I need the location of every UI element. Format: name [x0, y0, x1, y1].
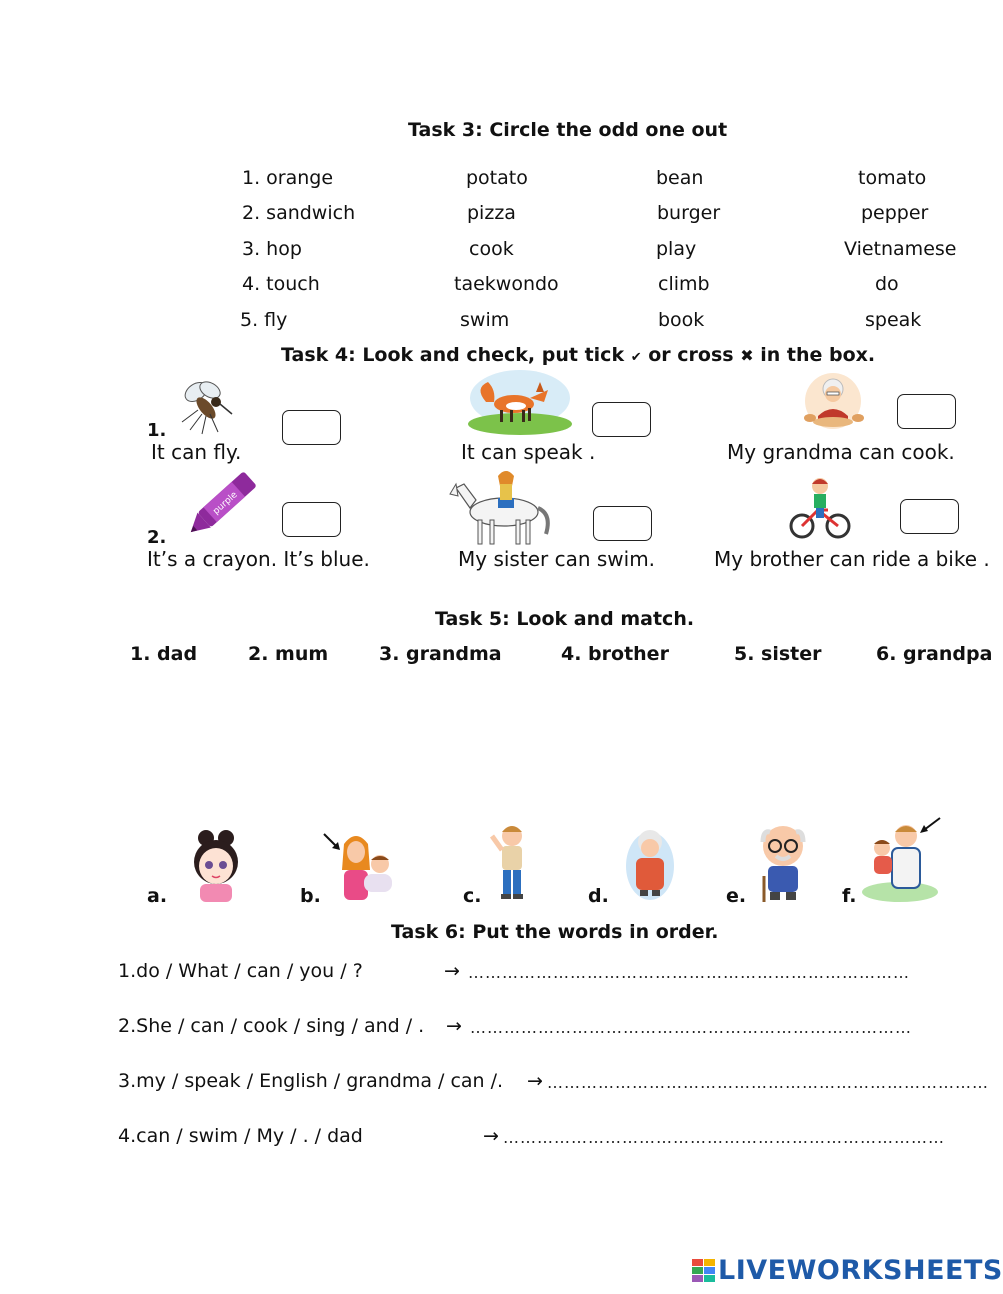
- match-word[interactable]: 5. sister: [734, 643, 822, 665]
- crayon-label: purple: [211, 490, 240, 517]
- task4-title-text: or cross: [648, 344, 734, 366]
- word-cell[interactable]: pepper: [861, 202, 929, 224]
- grandma-icon[interactable]: [624, 824, 676, 900]
- sentence: My grandma can cook.: [727, 440, 955, 464]
- match-letter: a.: [147, 885, 168, 907]
- boy-waving-icon[interactable]: [486, 824, 536, 902]
- answer-line[interactable]: ……………………………………………………………………: [503, 1128, 945, 1147]
- word-cell[interactable]: 4. touch: [242, 273, 320, 295]
- answer-line[interactable]: ……………………………………………………………………: [470, 1018, 912, 1037]
- task4-title: [281, 344, 875, 366]
- word-cell[interactable]: climb: [658, 273, 710, 295]
- match-word[interactable]: 3. grandma: [379, 643, 502, 665]
- word-cell[interactable]: cook: [469, 238, 514, 260]
- answer-box[interactable]: [282, 410, 341, 445]
- answer-line[interactable]: ……………………………………………………………………: [547, 1073, 989, 1092]
- task6-title: Task 6: Put the words in order.: [391, 921, 719, 943]
- sentence: It can fly.: [151, 440, 242, 464]
- arrow-icon: →: [483, 1125, 499, 1147]
- match-letter: e.: [726, 885, 747, 907]
- word-cell[interactable]: bean: [656, 167, 704, 189]
- match-letter: c.: [463, 885, 482, 907]
- mother-and-baby-icon[interactable]: [320, 830, 400, 902]
- task3-title: Task 3: Circle the odd one out: [408, 119, 728, 141]
- word-cell[interactable]: 1. orange: [242, 167, 334, 189]
- word-cell[interactable]: 2. sandwich: [242, 202, 356, 224]
- sentence: My brother can ride a bike .: [714, 547, 990, 571]
- order-question: 4.can / swim / My / . / dad: [118, 1125, 363, 1147]
- word-cell[interactable]: pizza: [467, 202, 516, 224]
- sentence: My sister can swim.: [458, 547, 656, 571]
- answer-box[interactable]: [282, 502, 341, 537]
- father-and-child-icon[interactable]: [860, 814, 946, 904]
- task4-title-text: Task 4: Look and check, put tick: [281, 344, 625, 366]
- sentence: It can speak .: [461, 440, 596, 464]
- match-word[interactable]: 1. dad: [130, 643, 198, 665]
- word-cell[interactable]: play: [656, 238, 697, 260]
- match-word[interactable]: 2. mum: [248, 643, 329, 665]
- task4-title-text: in the box.: [760, 344, 876, 366]
- answer-box[interactable]: [593, 506, 652, 541]
- girl-riding-horse-icon: [446, 464, 560, 548]
- fox-icon: [466, 368, 574, 436]
- order-question: 1.do / What / can / you / ?: [118, 960, 363, 982]
- word-cell[interactable]: 3. hop: [242, 238, 302, 260]
- sentence: It’s a crayon. It’s blue.: [147, 547, 370, 571]
- word-cell[interactable]: taekwondo: [454, 273, 559, 295]
- arrow-icon: →: [527, 1070, 543, 1092]
- grandma-cooking-icon: [790, 372, 876, 430]
- mosquito-icon: [176, 378, 238, 436]
- boy-on-bike-icon: [786, 474, 854, 540]
- match-letter: b.: [300, 885, 321, 907]
- arrow-icon: →: [446, 1015, 462, 1037]
- row-number: 1.: [147, 420, 167, 441]
- match-word[interactable]: 4. brother: [561, 643, 669, 665]
- word-cell[interactable]: potato: [466, 167, 528, 189]
- match-letter: f.: [842, 885, 857, 907]
- word-cell[interactable]: do: [875, 273, 899, 295]
- word-cell[interactable]: burger: [657, 202, 721, 224]
- row-number: 2.: [147, 527, 167, 548]
- match-letter: d.: [588, 885, 609, 907]
- match-word[interactable]: 6. grandpa: [876, 643, 993, 665]
- order-question: 2.She / can / cook / sing / and / .: [118, 1015, 425, 1037]
- order-question: 3.my / speak / English / grandma / can /.: [118, 1070, 504, 1092]
- word-cell[interactable]: 5. fly: [240, 309, 288, 331]
- word-cell[interactable]: book: [658, 309, 705, 331]
- answer-box[interactable]: [592, 402, 651, 437]
- answer-box[interactable]: [900, 499, 959, 534]
- logo-text: LIVEWORKSHEETS: [718, 1255, 1003, 1286]
- word-cell[interactable]: tomato: [858, 167, 927, 189]
- cross-icon: ✖: [740, 346, 754, 365]
- arrow-icon: →: [444, 960, 460, 982]
- purple-crayon-icon: [176, 464, 268, 544]
- answer-line[interactable]: ……………………………………………………………………: [468, 963, 910, 982]
- word-cell[interactable]: Vietnamese: [844, 238, 957, 260]
- grandpa-icon[interactable]: [752, 824, 814, 902]
- girl-icon[interactable]: [186, 828, 246, 902]
- word-cell[interactable]: speak: [865, 309, 922, 331]
- task5-title: Task 5: Look and match.: [435, 608, 695, 630]
- word-cell[interactable]: swim: [460, 309, 510, 331]
- tick-icon: ✔: [630, 350, 642, 365]
- logo-blocks-icon: [692, 1259, 716, 1283]
- answer-box[interactable]: [897, 394, 956, 429]
